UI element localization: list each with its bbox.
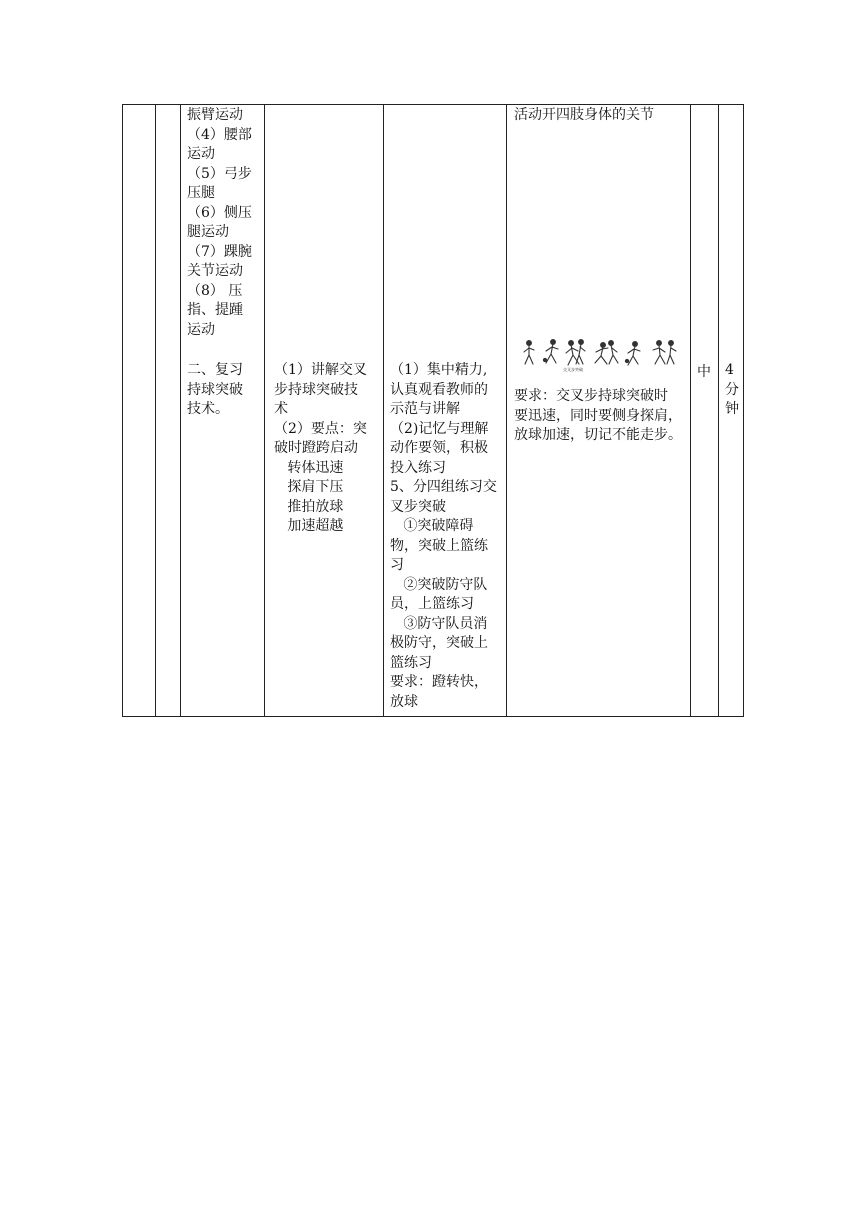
text-line: （8） 压	[187, 282, 243, 299]
text-line: 示范与讲解	[390, 401, 460, 417]
text-line: 运动	[187, 321, 215, 338]
text-line: 5、分四组练习交	[390, 479, 497, 495]
text-line: 习	[390, 557, 404, 573]
text-line: 破时蹬跨启动	[274, 440, 358, 456]
duration-char: 4	[725, 362, 734, 378]
text-line: 活动开四肢身体的关节	[514, 107, 654, 123]
text-line: 要迅速，同时要侧身探肩，	[514, 407, 682, 424]
content-column-cell	[181, 105, 265, 717]
text-line: 认真观看教师的	[390, 381, 488, 398]
text-line: 极防守，突破上	[390, 635, 488, 651]
text-line: （2)记忆与理解	[390, 420, 489, 437]
duration-value	[725, 361, 739, 420]
text-line: （1）集中精力,	[390, 362, 488, 378]
text-line: 指、提踵	[187, 302, 243, 318]
text-line: （7）踝腕	[187, 243, 252, 260]
table-row	[123, 105, 744, 717]
crossover-dribble-sequence-illustration	[519, 337, 679, 373]
organization-requirement-text	[514, 387, 686, 446]
text-line: 要求：交叉步持球突破时	[514, 388, 668, 404]
duration-cell	[719, 105, 744, 717]
text-line: 转体迅速	[274, 459, 344, 476]
text-line: 推拍放球	[274, 498, 344, 515]
text-line: 二、复习	[187, 362, 243, 378]
text-line: ③防守队员消	[390, 615, 488, 632]
teacher-activity-text	[274, 361, 382, 537]
text-line: 探肩下压	[274, 479, 344, 495]
text-line: ①突破障碍	[390, 518, 474, 534]
text-line: 加速超越	[274, 518, 344, 534]
text-line: 术	[274, 401, 288, 417]
duration-char: 分	[725, 381, 739, 398]
intensity-cell	[691, 105, 719, 717]
text-line: 振臂运动	[187, 107, 243, 123]
organization-top-text	[514, 106, 686, 126]
text-line: 物，突破上篮练	[390, 537, 488, 554]
text-line: 腿运动	[187, 224, 229, 240]
student-activity-cell	[384, 105, 507, 717]
student-activity-text	[390, 361, 504, 712]
organization-cell	[507, 105, 691, 717]
text-line: 动作要领，积极	[390, 440, 488, 456]
text-line: （6）侧压	[187, 204, 252, 221]
text-line: （4）腰部	[187, 126, 252, 143]
text-line: 员，上篮练习	[390, 596, 474, 612]
intensity-value: 中	[697, 364, 711, 380]
empty-cell-2	[156, 105, 181, 717]
text-line: 持球突破	[187, 381, 243, 398]
text-line: 要求：蹬转快，	[390, 674, 488, 690]
text-line: 压腿	[187, 185, 215, 201]
illustration-caption: 交叉步突破	[563, 367, 583, 372]
text-line: 步持球突破技	[274, 381, 358, 398]
text-line: 关节运动	[187, 263, 243, 279]
text-line: 篮练习	[390, 654, 432, 671]
text-line: 投入练习	[390, 459, 446, 476]
teacher-activity-cell	[265, 105, 384, 717]
text-line: 运动	[187, 146, 215, 162]
text-line: ②突破防守队	[390, 576, 488, 593]
text-line: 叉步突破	[390, 498, 446, 515]
text-line: 放球加速，切记不能走步。	[514, 427, 682, 443]
text-line: （5）弓步	[187, 165, 252, 182]
text-line: 放球	[390, 693, 418, 710]
empty-cell-1	[123, 105, 156, 717]
warmup-exercise-list	[187, 106, 259, 340]
text-line: （2）要点：突	[274, 420, 367, 437]
section-heading	[187, 361, 259, 420]
text-line: 技术。	[187, 401, 229, 417]
lesson-plan-table	[122, 104, 744, 717]
duration-char: 钟	[725, 401, 739, 417]
text-line: （1）讲解交叉	[274, 362, 367, 378]
